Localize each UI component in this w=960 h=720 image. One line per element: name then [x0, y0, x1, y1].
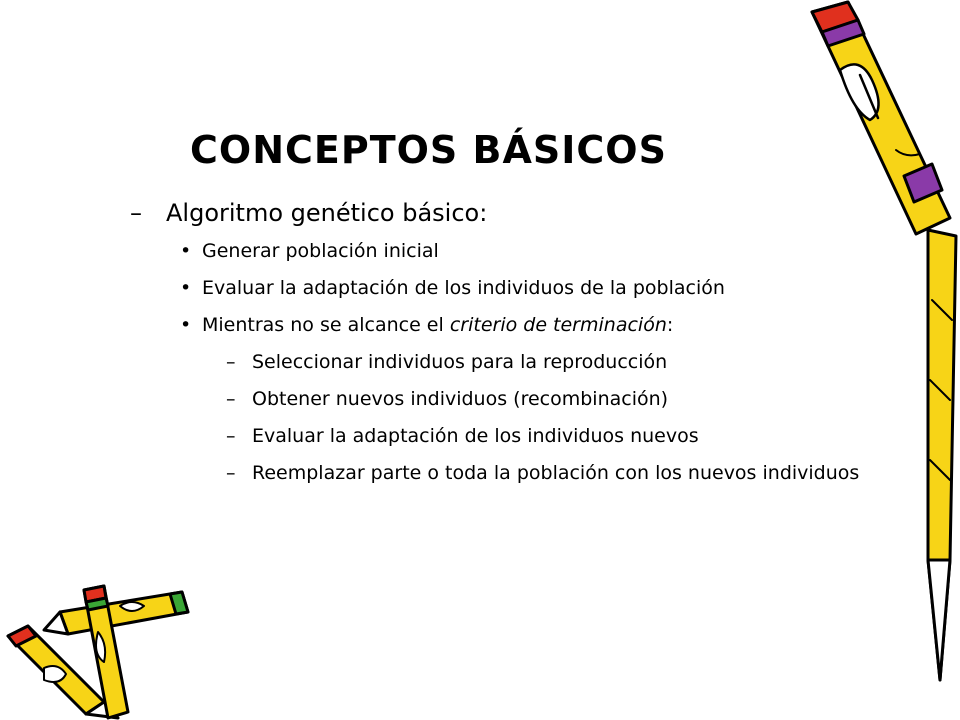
heading-item: [130, 196, 890, 230]
substep-text: Reemplazar parte o toda la población con los nuevos individuos: [252, 462, 860, 484]
substep-text: Evaluar la adaptación de los individuos nuevos: [252, 425, 699, 447]
pencil-icon: [800, 0, 960, 720]
step-text: Evaluar la adaptación de los individuos de la población: [202, 277, 725, 299]
substep-item: [130, 386, 890, 412]
step-item: [130, 275, 890, 301]
substep-text: Seleccionar individuos para la reproducción: [252, 351, 668, 373]
substep-item: [130, 349, 890, 375]
dash-marker: –: [130, 199, 142, 227]
bullet-marker: •: [180, 314, 192, 336]
dash-marker: –: [226, 388, 236, 410]
slide-title: CONCEPTOS BÁSICOS: [190, 128, 667, 172]
bullet-marker: •: [180, 277, 192, 299]
substep-text: Obtener nuevos individuos (recombinación): [252, 388, 669, 410]
loop-item: [130, 312, 890, 338]
dash-marker: –: [226, 462, 236, 484]
heading-text: Algoritmo genético básico:: [166, 199, 488, 227]
step-item: [130, 238, 890, 264]
substep-item: [130, 423, 890, 449]
loop-prefix: Mientras no se alcance el: [202, 314, 450, 336]
slide-content: [130, 196, 890, 497]
pencil-pair-icon: [0, 572, 200, 720]
step-text: Generar población inicial: [202, 240, 439, 262]
dash-marker: –: [226, 425, 236, 447]
dash-marker: –: [226, 351, 236, 373]
bullet-marker: •: [180, 240, 192, 262]
loop-suffix: :: [666, 314, 674, 336]
substep-item: [130, 460, 890, 486]
loop-emphasis: criterio de terminación: [449, 314, 667, 336]
